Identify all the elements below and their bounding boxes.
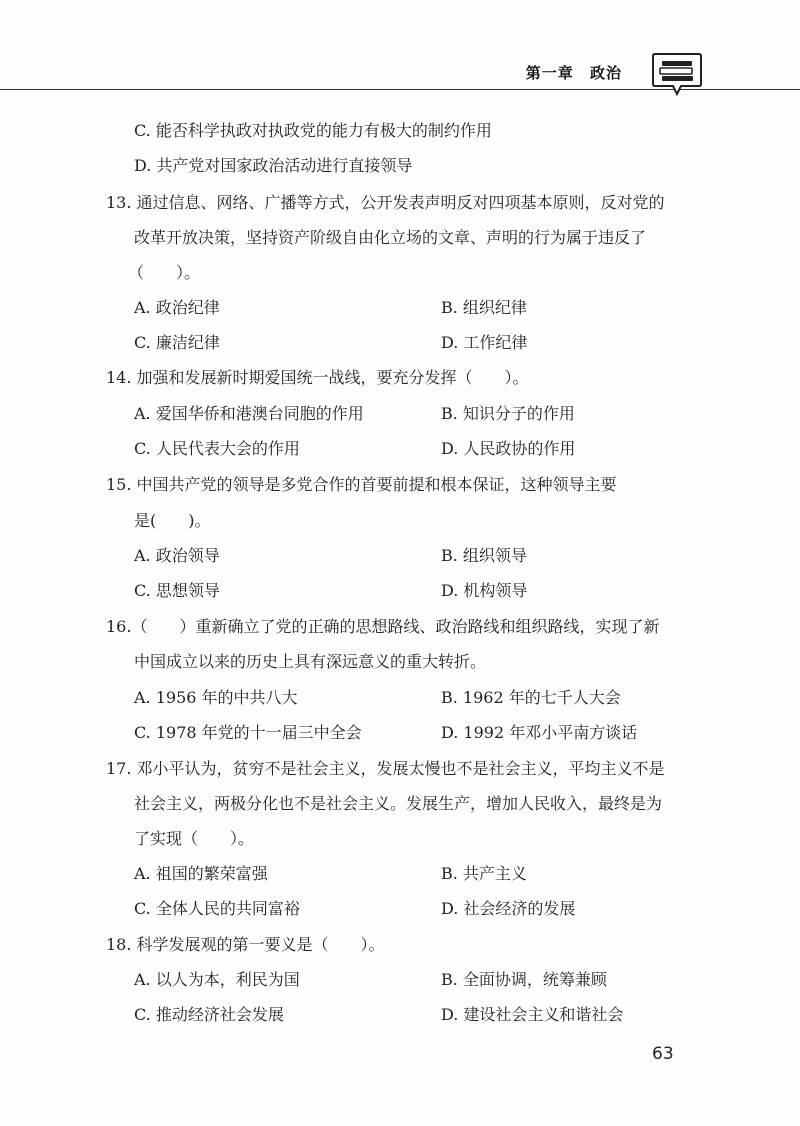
q18-option-a: A. 以人为本，利民为国 <box>134 970 300 989</box>
q17-line-1: 17. 邓小平认为，贫穷不是社会主义，发展太慢也不是社会主义，平均主义不是 <box>106 759 665 778</box>
q17-option-d: D. 社会经济的发展 <box>441 899 576 918</box>
books-icon <box>651 50 703 98</box>
q13-option-d: D. 工作纪律 <box>441 333 528 352</box>
q13-option-c: C. 廉洁纪律 <box>134 333 220 352</box>
q15-line-2: 是( )。 <box>134 511 211 530</box>
q18-line-1: 18. 科学发展观的第一要义是（ ）。 <box>106 935 385 954</box>
q16-option-b: B. 1962 年的七千人大会 <box>441 688 621 707</box>
chapter-subject: 政治 <box>589 64 622 82</box>
q15-option-c: C. 思想领导 <box>134 581 220 600</box>
q14-line-1: 14. 加强和发展新时期爱国统一战线，要充分发挥（ ）。 <box>106 368 529 387</box>
q18-option-b: B. 全面协调，统筹兼顾 <box>441 970 607 989</box>
q17-option-a: A. 祖国的繁荣富强 <box>134 864 268 883</box>
prev-option-c: C. 能否科学执政对执政党的能力有极大的制约作用 <box>134 121 492 140</box>
chapter-number: 第一章 <box>525 64 574 82</box>
page-number: 63 <box>652 1044 674 1064</box>
q18-option-c: C. 推动经济社会发展 <box>134 1005 284 1024</box>
q14-option-a: A. 爱国华侨和港澳台同胞的作用 <box>134 404 364 423</box>
q16-option-d: D. 1992 年邓小平南方谈话 <box>441 723 638 742</box>
prev-option-d: D. 共产党对国家政治活动进行直接领导 <box>134 156 413 175</box>
q16-line-1: 16.（ ）重新确立了党的正确的思想路线、政治路线和组织路线，实现了新 <box>106 617 660 636</box>
q13-line-2: 改革开放决策，坚持资产阶级自由化立场的文章、声明的行为属于违反了 <box>134 228 647 247</box>
q13-option-b: B. 组织纪律 <box>441 298 527 317</box>
q14-option-d: D. 人民政协的作用 <box>441 439 576 458</box>
q17-option-c: C. 全体人民的共同富裕 <box>134 899 300 918</box>
q14-option-b: B. 知识分子的作用 <box>441 404 575 423</box>
q16-line-2: 中国成立以来的历史上具有深远意义的重大转折。 <box>134 652 487 671</box>
q17-line-3: 了实现（ ）。 <box>134 829 255 848</box>
q16-option-a: A. 1956 年的中共八大 <box>134 688 298 707</box>
q13-line-1: 13. 通过信息、网络、广播等方式，公开发表声明反对四项基本原则，反对党的 <box>106 193 665 212</box>
q17-option-b: B. 共产主义 <box>441 864 527 883</box>
page-header <box>0 0 800 100</box>
q15-option-a: A. 政治领导 <box>134 546 220 565</box>
q18-option-d: D. 建设社会主义和谐社会 <box>441 1005 624 1024</box>
q15-option-b: B. 组织领导 <box>441 546 527 565</box>
q16-option-c: C. 1978 年党的十一届三中全会 <box>134 723 362 742</box>
q17-line-2: 社会主义，两极分化也不是社会主义。发展生产，增加人民收入，最终是为 <box>134 794 663 813</box>
q15-option-d: D. 机构领导 <box>441 581 528 600</box>
q13-option-a: A. 政治纪律 <box>134 298 220 317</box>
q15-line-1: 15. 中国共产党的领导是多党合作的首要前提和根本保证，这种领导主要 <box>106 475 617 494</box>
chapter-title <box>526 62 622 83</box>
q13-line-3: （ ）。 <box>128 263 201 282</box>
q14-option-c: C. 人民代表大会的作用 <box>134 439 300 458</box>
